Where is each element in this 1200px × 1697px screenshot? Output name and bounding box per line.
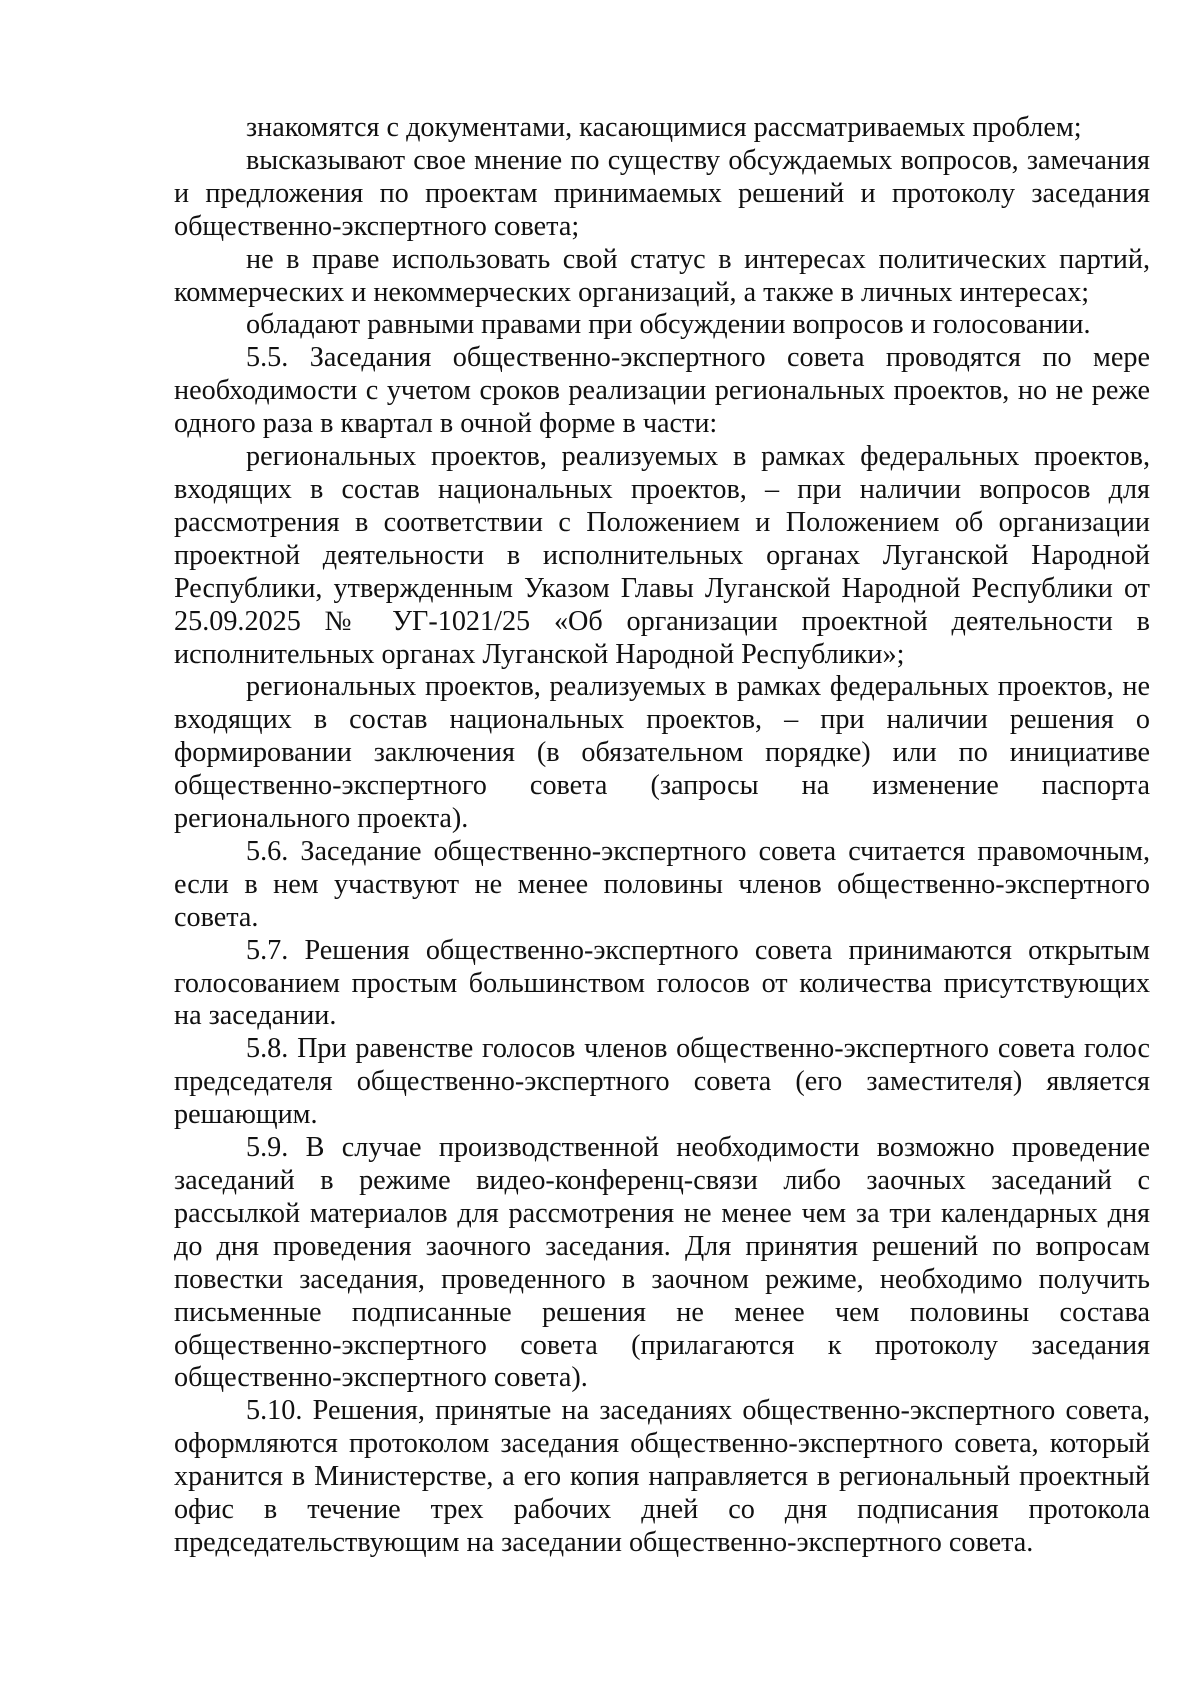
- paragraph-5-6: 5.6. Заседание общественно-экспертного совета считается правомочным, если в нем участвуют не менее половины членов общественно-экспертного совета.: [174, 835, 1150, 933]
- paragraph-5-7: 5.7. Решения общественно-экспертного совета принимаются открытым голосованием простым большинством голосов от количества присутствующих на заседании.: [174, 934, 1150, 1032]
- paragraph-5-10: 5.10. Решения, принятые на заседаниях общественно-экспертного совета, оформляются протоколом заседания общественно-экспертного совета, который хранится в Министерстве, а его копия направляется в региональный проектный офис в течение трех рабочих дней со дня подписания протокола председательствующим на заседании общественно-экспертного совета.: [174, 1395, 1150, 1558]
- paragraph: региональных проектов, реализуемых в рамках федеральных проектов, входящих в состав национальных проектов, – при наличии вопросов для рассмотрения в соответствии с Положением и Положением об организации проектной деятельности в исполнительных органах Луганской Народной Республики, утвержденным Указом Главы Луганской Народной Республики от 25.09.2025 № УГ-1021/25 «Об организации проектной деятельности в исполнительных органах Луганской Народной Республики»;: [174, 441, 1150, 670]
- document-body: [174, 112, 1150, 1560]
- paragraph-5-9: 5.9. В случае производственной необходимости возможно проведение заседаний в режиме видео-конференц-связи либо заочных заседаний с рассылкой материалов для рассмотрения не менее чем за три календарных дня до дня проведения заочного заседания. Для принятия решений по вопросам повестки заседания, проведенного в заочном режиме, необходимо получить письменные подписанные решения не менее чем половины состава общественно-экспертного совета (прилагаются к протоколу заседания общественно-экспертного совета).: [174, 1132, 1150, 1394]
- paragraph: региональных проектов, реализуемых в рамках федеральных проектов, не входящих в состав национальных проектов, – при наличии решения о формировании заключения (в обязательном порядке) или по инициативе общественно-экспертного совета (запросы на изменение паспорта регионального проекта).: [174, 671, 1150, 835]
- paragraph: высказывают свое мнение по существу обсуждаемых вопросов, замечания и предложения по проектам принимаемых решений и протоколу заседания общественно-экспертного совета;: [174, 144, 1150, 242]
- paragraph-5-8: 5.8. При равенстве голосов членов общественно-экспертного совета голос председателя общественно-экспертного совета (его заместителя) является решающим.: [174, 1033, 1150, 1131]
- paragraph: не в праве использовать свой статус в интересах политических партий, коммерческих и некоммерческих организаций, а также в личных интересах;: [174, 243, 1150, 308]
- paragraph-5-5: 5.5. Заседания общественно-экспертного совета проводятся по мере необходимости с учетом сроков реализации региональных проектов, но не реже одного раза в квартал в очной форме в части:: [174, 342, 1150, 440]
- paragraph: обладают равными правами при обсуждении вопросов и голосовании.: [246, 309, 1091, 341]
- paragraph: знакомятся с документами, касающимися рассматриваемых проблем;: [246, 112, 1082, 143]
